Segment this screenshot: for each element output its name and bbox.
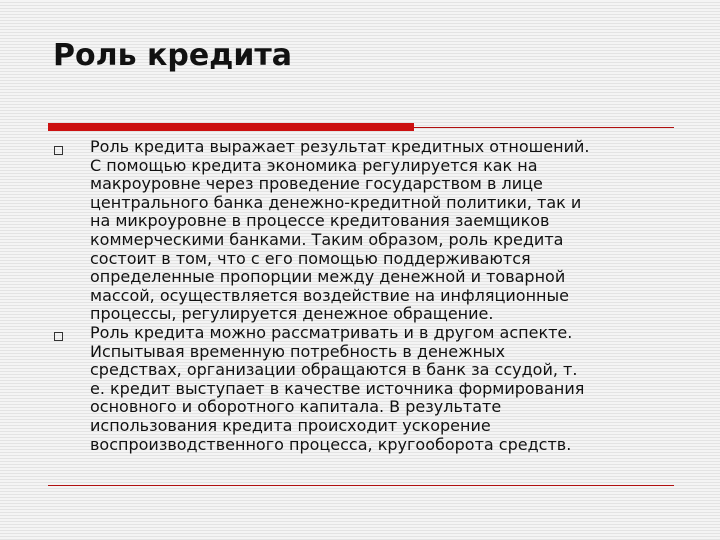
hollow-square-icon (54, 146, 63, 155)
hollow-square-icon (54, 332, 63, 341)
slide-title: Роль кредита (53, 38, 293, 73)
title-divider-accent (48, 123, 414, 131)
bullet-text: Роль кредита можно рассматривать и в другом аспекте. Испытывая временную потребность в денежных средствах, организации обращаются в банк за ссудой, т. е. кредит выступает в качестве источника формирования основного и оборотного капитала. В результате использования кредита происходит ускорение воспроизводственного процесса, кругооборота средств. (90, 322, 585, 454)
bullet-text: Роль кредита выражает результат кредитных отношений. С помощью кредита экономика регулируется как на макроуровне через проведение государством в лице центрального банка денежно-кредитной политики, так и на микроуровне в процессе кредитования заемщиков коммерческими банками. Таким образом, роль кредита состоит в том, что с его помощью поддерживаются определенные пропорции между денежной и товарной массой, осуществляется воздействие на инфляционные процессы, регулируется денежное обращение. (90, 137, 590, 324)
bullet-list (48, 138, 672, 454)
bottom-divider (48, 485, 674, 486)
bullet-item-credit-aspect (48, 324, 672, 454)
bullet-item-credit-role (48, 138, 672, 324)
